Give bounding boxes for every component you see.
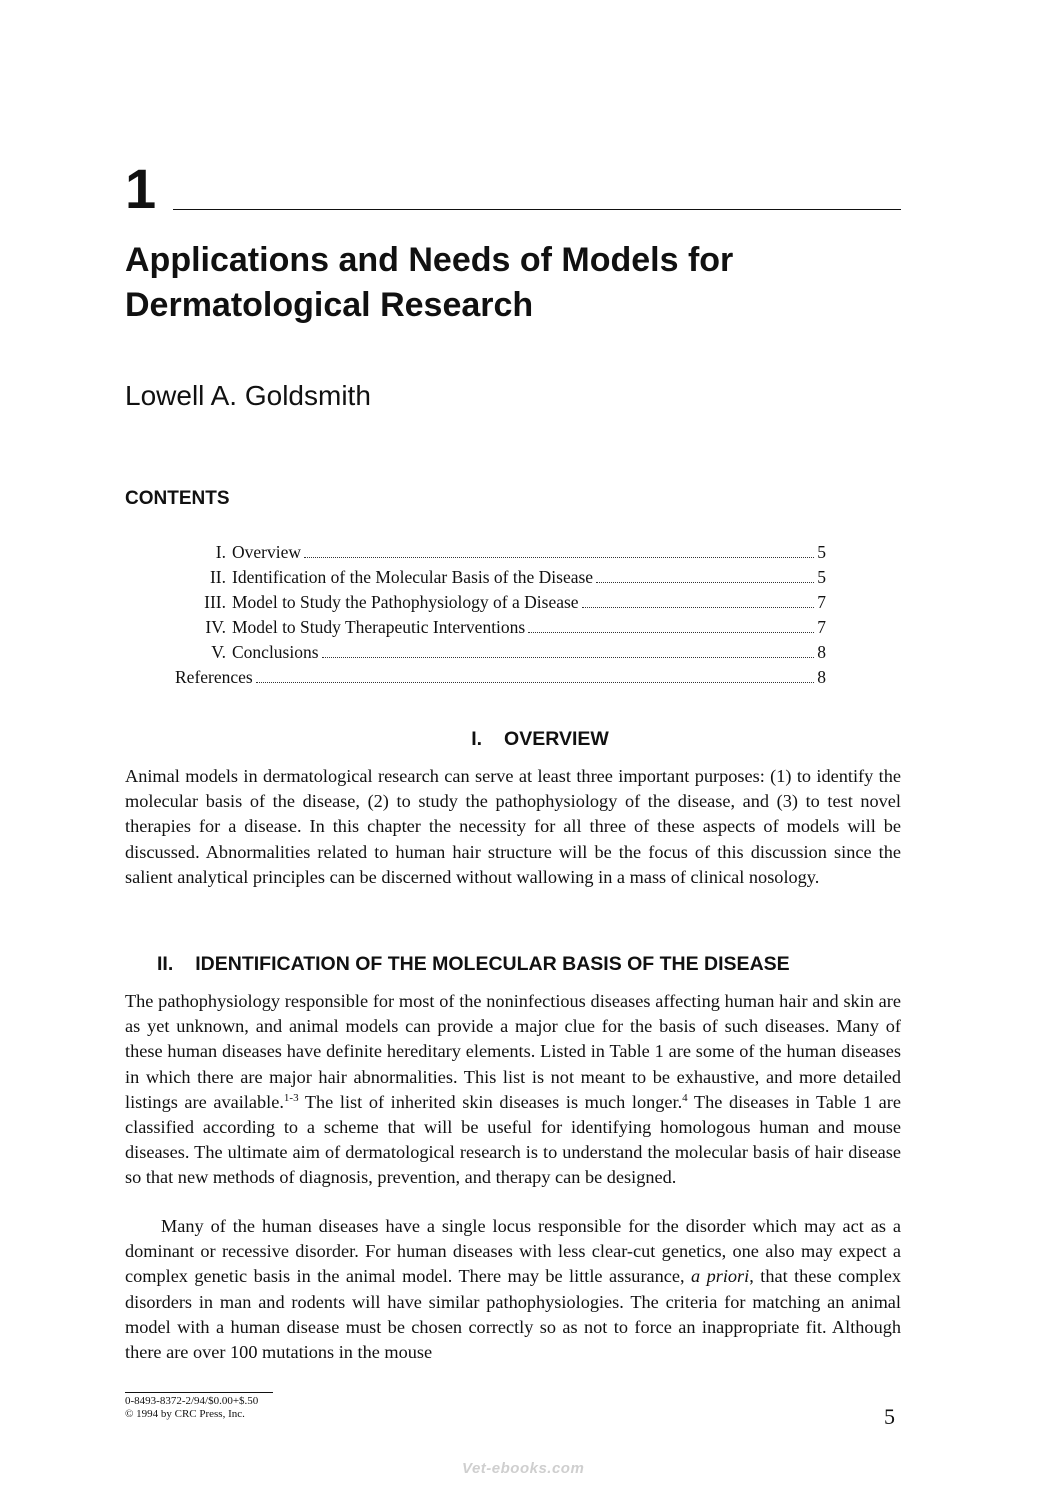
toc-entry-page: 5: [817, 567, 826, 587]
toc-dot-leader: [528, 632, 814, 633]
toc-entry[interactable]: [175, 590, 826, 615]
toc-entry-title: Model to Study Therapeutic Interventions: [232, 617, 526, 637]
toc-entry[interactable]: [175, 640, 826, 665]
paragraph-text: The diseases in Table 1 are classified according to a scheme that will be useful for identifying homologous human and mouse diseases. The ultimate aim of dermatological research is to understand the molecular basis of hair disease so that new methods of diagnosis, prevention, and therapy can be designed.: [125, 1091, 901, 1188]
section-title: IDENTIFICATION OF THE MOLECULAR BASIS OF THE DISEASE: [195, 953, 790, 975]
toc-entry-number: I.: [215, 542, 226, 562]
contents-heading: CONTENTS: [125, 488, 230, 509]
citation-ref[interactable]: 1-3: [283, 1091, 299, 1104]
toc-entry-title: Overview: [232, 542, 302, 562]
toc-entry-number: III.: [204, 592, 226, 612]
toc-entry-title: Model to Study the Pathophysiology of a Disease: [232, 592, 579, 612]
chapter-rule: [173, 209, 901, 210]
toc-entry-page: 8: [817, 667, 826, 687]
toc-dot-leader: [596, 582, 814, 583]
copyright-line: © 1994 by CRC Press, Inc.: [125, 1408, 245, 1420]
table-of-contents: [175, 540, 826, 690]
toc-dot-leader: [256, 682, 815, 683]
watermark-logo: Vet-ebooks.com: [462, 1460, 585, 1477]
toc-entry-page: 7: [817, 617, 826, 637]
toc-entry-number: II.: [209, 567, 226, 587]
body-paragraph: [125, 1214, 901, 1365]
toc-entry-page: 7: [817, 592, 826, 612]
paragraph-text: The list of inherited skin diseases is much longer.: [298, 1091, 683, 1112]
citation-ref[interactable]: 4: [682, 1091, 688, 1104]
section-number: II.: [157, 953, 174, 975]
toc-entry-page: 8: [817, 642, 826, 662]
toc-entry-number: V.: [211, 642, 226, 662]
toc-dot-leader: [582, 607, 815, 608]
toc-entry[interactable]: [175, 615, 826, 640]
section-title: OVERVIEW: [504, 728, 609, 750]
toc-entry-title: Identification of the Molecular Basis of the Disease: [232, 567, 594, 587]
toc-entry-title: Conclusions: [232, 642, 319, 662]
toc-entry[interactable]: [175, 540, 826, 565]
paragraph-text: , that these complex disorders in man and rodents will have similar pathophysiologies. The criteria for matching an animal model with a human disease must be chosen correctly so as not to force an inappropriate fit. Although there are over 100 mutations in the mouse: [125, 1266, 901, 1363]
toc-entry-title: References: [175, 667, 253, 687]
toc-entry[interactable]: [175, 665, 826, 690]
isbn-line: 0-8493-8372-2/94/$0.00+$.50: [125, 1395, 259, 1407]
chapter-number: 1: [125, 157, 157, 220]
author-name: Lowell A. Goldsmith: [125, 380, 371, 411]
page-number: 5: [884, 1404, 895, 1429]
chapter-title: Applications and Needs of Models for Dermatological Research: [125, 241, 734, 324]
paragraph-text: Many of the human diseases have a single locus responsible for the disorder which may act as a dominant or recessive disorder. For human diseases with less clear-cut genetics, one also may expect a complex genetic basis in the animal model. There may be little assurance,: [125, 1216, 901, 1287]
paragraph-text: The pathophysiology responsible for most of the noninfectious diseases affecting human hair and skin are as yet unknown, and animal models can provide a major clue for the basis of such diseases. Many of these human diseases have definite hereditary elements. Listed in Table 1 are some of the human diseases in which there are major hair abnormalities. This list is not meant to be exhaustive, and more detailed listings are available.: [125, 991, 901, 1112]
toc-entry[interactable]: [175, 565, 826, 590]
italic-term: a priori: [691, 1266, 750, 1287]
section-heading-molecular-basis: [157, 951, 790, 977]
body-paragraph: Animal models in dermatological research can serve at least three important purposes: (1) to identify the molecular basis of the disease, (2) to study the pathophysiology of the disease, and (3) to test novel therapies for a disease. In this chapter the necessity for all three of these aspects of models will be discussed. Abnormalities related to human hair structure will be the focus of this discussion since the salient analytical principles can be discerned without wallowing in a mass of clinical nosology.: [125, 766, 901, 887]
body-paragraph: [125, 989, 901, 1191]
toc-entry-number: IV.: [205, 617, 226, 637]
section-number: I.: [471, 728, 483, 750]
toc-entry-page: 5: [817, 542, 826, 562]
section-heading-overview: [0, 726, 1050, 752]
chapter-header: [125, 157, 901, 220]
toc-dot-leader: [304, 557, 814, 558]
footer-rule: [125, 1392, 273, 1393]
toc-dot-leader: [322, 657, 815, 658]
